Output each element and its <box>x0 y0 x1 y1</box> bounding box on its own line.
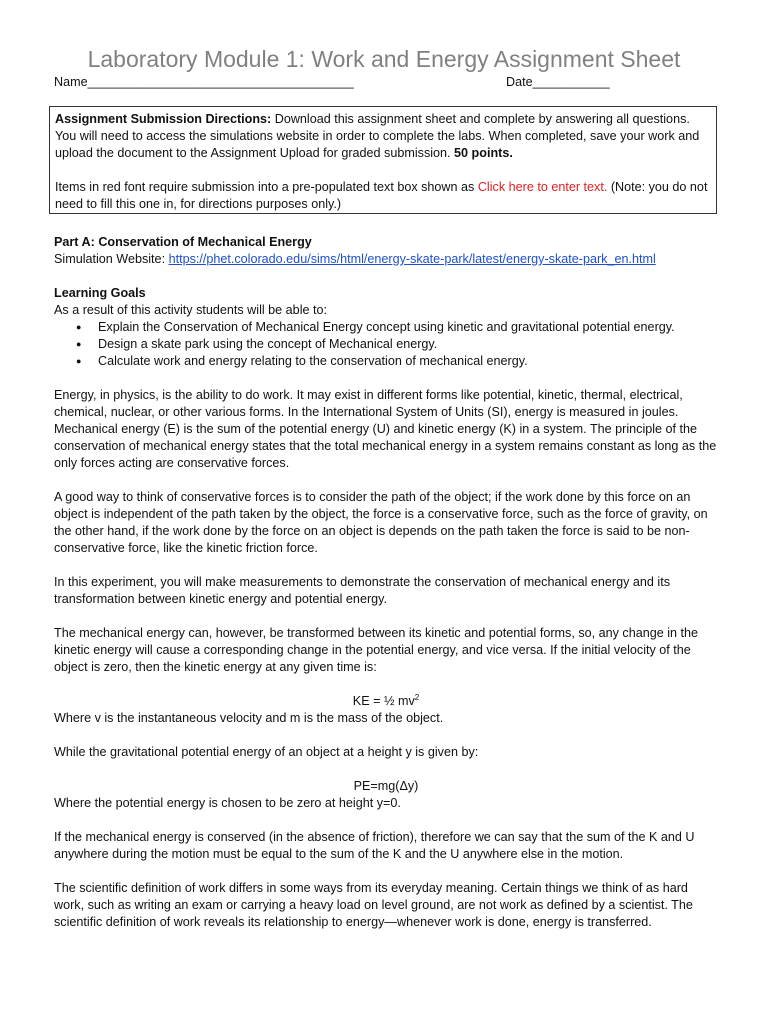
kinetic-energy-formula <box>54 693 718 710</box>
learning-goals-heading: Learning Goals <box>54 286 146 300</box>
ke-formula-exponent: 2 <box>414 692 420 702</box>
conservative-forces-paragraph: A good way to think of conservative forces is to consider the path of the object; if the work done by this force on an object is independent of the path taken by the object, the force is a conservative force, such as the force of gravity, on the other hand, if the work done by the force on an object is depends on the path taken the force is said to be non-conservative force, like the kinetic friction force. <box>54 490 708 555</box>
ke-formula-text: KE = ½ mv <box>352 694 415 708</box>
click-here-text-box[interactable]: Click here to enter text. <box>477 180 608 194</box>
ke-explanation: Where v is the instantaneous velocity and m is the mass of the object. <box>54 711 444 725</box>
name-date-row <box>54 74 714 92</box>
directions-heading: Assignment Submission Directions: <box>55 112 272 126</box>
pe-explanation: Where the potential energy is chosen to be zero at height y=0. <box>54 796 401 810</box>
red-font-note <box>55 179 711 213</box>
directions-text: Download this assignment sheet and complete by answering all questions. You will need to access the simulations website in order to complete the labs. When completed, save your work and upload the document to the Assignment Upload for graded submission. <box>55 112 700 160</box>
simulation-link[interactable]: https://phet.colorado.edu/sims/html/energy-skate-park/latest/energy-skate-park_en.html <box>168 252 656 266</box>
transformation-paragraph: The mechanical energy can, however, be transformed between its kinetic and potential forms, so, any change in the kinetic energy will cause a corresponding change in the potential energy, and vice versa. If the initial velocity of the object is zero, then the kinetic energy at any given time is: <box>54 626 699 674</box>
part-a-heading: Part A: Conservation of Mechanical Energy <box>54 235 312 249</box>
learning-goal-item: ● Explain the Conservation of Mechanical Energy concept using kinetic and gravitational potential energy. <box>98 319 718 336</box>
page-title: Laboratory Module 1: Work and Energy Assignment Sheet <box>87 46 681 72</box>
points-label: 50 points. <box>454 146 513 160</box>
note-text: (Note: you do not need to fill this one in, for directions purposes only.) <box>55 180 708 211</box>
potential-energy-formula: PE=mg(Δy) <box>353 779 419 793</box>
items-text: Items in red font require submission into a pre-populated text box shown as <box>55 180 478 194</box>
directions-box <box>49 106 717 214</box>
simulation-website-line <box>54 251 718 268</box>
document-body <box>54 234 718 931</box>
learning-goals-list <box>54 319 718 370</box>
name-field-label: Name______________________________________ <box>54 75 354 89</box>
pe-intro: While the gravitational potential energy of an object at a height y is given by: <box>54 745 479 759</box>
directions-paragraph <box>55 111 711 162</box>
conservation-paragraph: If the mechanical energy is conserved (in the absence of friction), therefore we can say that the sum of the K and U anywhere during the motion must be equal to the sum of the K and the U anywhere else in the motion. <box>54 830 695 861</box>
learning-goals-intro: As a result of this activity students will be able to: <box>54 303 327 317</box>
work-definition-paragraph: The scientific definition of work differs in some ways from its everyday meaning. Certain things we think of as hard work, such as writing an exam or carrying a heavy load on level ground, are not work as defined by a scientist. The scientific definition of work reveals its relationship to energy—whenever work is done, energy is transferred. <box>54 881 693 929</box>
learning-goal-item: ● Calculate work and energy relating to the conservation of mechanical energy. <box>98 353 718 370</box>
simulation-label: Simulation Website: <box>54 252 169 266</box>
energy-definition-paragraph: Energy, in physics, is the ability to do work. It may exist in different forms like potential, kinetic, thermal, electrical, chemical, nuclear, or other various forms. In the International System of Units (SI), energy is measured in joules. Mechanical energy (E) is the sum of the potential energy (U) and kinetic energy (K) in a system. The principle of the conservation of mechanical energy states that the total mechanical energy in a system remains constant as long as the only forces acting are conservative forces. <box>54 388 717 470</box>
learning-goal-item: ● Design a skate park using the concept of Mechanical energy. <box>98 336 718 353</box>
experiment-paragraph: In this experiment, you will make measurements to demonstrate the conservation of mechanical energy and its transformation between kinetic energy and potential energy. <box>54 575 670 606</box>
date-field-label: Date___________ <box>506 75 610 89</box>
